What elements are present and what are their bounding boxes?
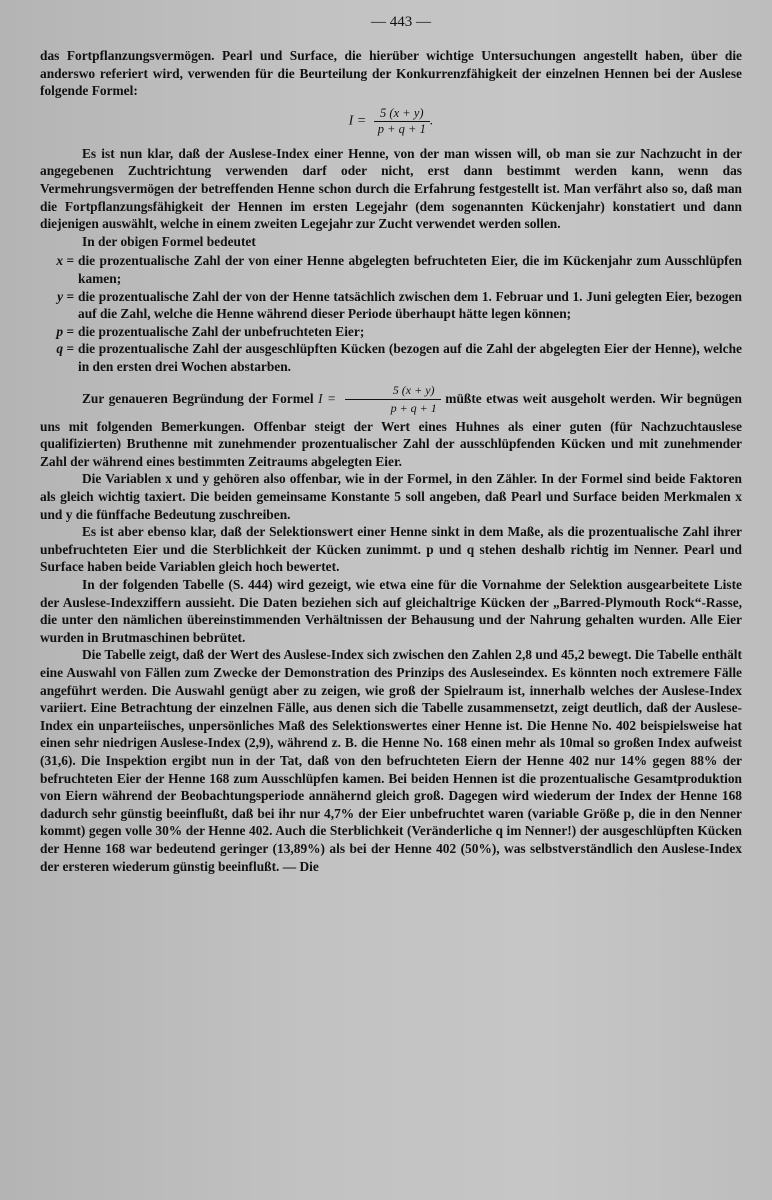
paragraph-2: Es ist nun klar, daß der Auslese-Index einer Henne, von der man wissen will, ob man sie zur Nachzucht in der angegebenen Zuchtrichtung verwenden darf oder nicht, erst dann bestimmt werden kann, wenn das Vermehrungsvermögen der betreffenden Henne schon durch die Erfahrung festgestellt ist. Man verfährt also so, daß man die Fortpflanzungsfähigkeit der Hennen im ersten Legejahr (dem sogenannten Kückenjahr) konstatiert und dann diejenigen auswählt, welche in einem zweiten Legejahr zur Zucht verwendet werden sollen.: [40, 145, 742, 232]
formula-fraction: [374, 106, 430, 137]
inline-formula-denominator: p + q + 1: [390, 401, 437, 416]
paragraph-4: [40, 382, 742, 471]
definition-text: die prozentualische Zahl der von der Henne tatsächlich zwischen dem 1. Februar und 1. Juni gelegten Eier, bezogen auf die Zahl, welche die Henne während dieser Periode überhaupt hätte legen können;: [78, 288, 742, 322]
paragraph-6: Es ist aber ebenso klar, daß der Selektionswert einer Henne sinkt in dem Maße, als die prozentualische Zahl ihrer unbefruchteten Eier und die Sterblichkeit der Kücken zunimmt. p und q stehen deshalb richtig im Nenner. Pearl und Surface haben beide Variablen gleich hoch bewertet.: [40, 524, 742, 575]
inline-formula-fraction: [345, 382, 441, 418]
paragraph-1: das Fortpflanzungsvermögen. Pearl und Surface, die hierüber wichtige Untersuchungen angestellt haben, über die anderswo referiert wird, verwenden für die Beurteilung der Konkurrenzfähigkeit der einzelnen Hennen bei der Auslese folgende Formel:: [40, 48, 742, 99]
formula-trail: .: [429, 113, 434, 129]
definition-variable: p =: [56, 323, 74, 339]
definition-item: [52, 340, 742, 375]
definition-list: [52, 252, 742, 375]
paragraph-8: Die Tabelle zeigt, daß der Wert des Auslese-Index sich zwischen den Zahlen 2,8 und 45,2 bewegt. Die Tabelle enthält eine Auswahl von Fällen zum Zwecke der Demonstration des Prinzips des Ausleseindex. Es könnten noch extremere Fälle angeführt werden. Die Auswahl genügt aber zu zeigen, wie groß der Spielraum ist, innerhalb welches der Auslese-Index variiert. Eine Betrachtung der einzelnen Fälle, aus denen sich die Tabelle zusammensetzt, zeigt deutlich, daß der Auslese-Index ein unparteiisches, unpersönliches Maß des Selektionswertes einer Henne ist. Die Henne No. 402 beispielsweise hat einen sehr niedrigen Auslese-Index (2,9), während z. B. die Henne No. 168 einen mehr als 10mal so großen Index aufweist (31,6). Die Inspektion ergibt nun in der Tat, daß von den befruchteten Eiern der Henne 402 nur 14% gegen 88% der befruchteten Eier der Henne 168 zum Ausschlüpfen kamen. Bei beiden Hennen ist die prozentualische Gesamtproduktion von Eiern während der Beobachtungsperiode annähernd gleich groß. Dagegen wird wiederum der Index der Henne 168 dadurch sehr günstig beeinflußt, daß bei ihr nur 4,7% der Eier unbefruchtet waren (variable Größe p, die in den Nenner kommt) gegen volle 30% der Henne 402. Auch die Sterblichkeit (Veränderliche q im Nenner!) der ausgeschlüpften Kücken der Henne 168 war bedeutend geringer (13,89%) als bei der Henne 402 (50%), was selbstverständlich den Auslese-Index der ersteren wiederum günstig beeinflußt. — Die: [40, 647, 742, 874]
definition-text: die prozentualische Zahl der unbefruchteten Eier;: [78, 323, 365, 339]
definition-text: die prozentualische Zahl der von einer Henne abgelegten befruchteten Eier, die im Kückenjahr zum Ausschlüpfen kamen;: [78, 253, 742, 286]
definition-item: [52, 252, 742, 287]
definition-variable: x =: [56, 253, 74, 269]
definition-item: [52, 323, 742, 341]
definition-text: die prozentualische Zahl der ausgeschlüpften Kücken (bezogen auf die Zahl der abgelegten Eier der Henne), welche in den ersten drei Wochen abstarben.: [78, 341, 742, 374]
formula-denominator: p + q + 1: [377, 121, 426, 136]
paragraph-7: In der folgenden Tabelle (S. 444) wird gezeigt, wie etwa eine für die Vornahme der Selektion ausgearbeitete Liste der Auslese-Indexziffern aussieht. Die Daten beziehen sich auf gleichaltrige Kücken der „Barred-Plymouth Rock“-Rasse, die unter den nämlichen übereinstimmenden Verhältnissen der Behausung und der Nahrung gehalten wurden. Alle Eier wurden in Brutmaschinen bebrütet.: [40, 577, 742, 645]
definition-variable: q =: [56, 341, 74, 357]
formula-display: [40, 106, 742, 137]
definition-item: [52, 288, 742, 323]
inline-formula: [318, 382, 445, 416]
definition-variable: y =: [57, 288, 74, 304]
paragraph-5: Die Variablen x und y gehören also offenbar, wie in der Formel, in den Zähler. In der Formel sind beide Faktoren als gleich wichtig taxiert. Die beiden gemeinsame Konstante 5 soll angeben, daß Pearl und Surface beiden Merkmalen x und y die fünffache Bedeutung zuschreiben.: [40, 471, 742, 522]
paragraph-3: In der obigen Formel bedeutet: [82, 233, 256, 249]
page-number: — 443 —: [371, 14, 431, 30]
paragraph-4-start: Zur genaueren Begründung der Formel: [82, 390, 314, 406]
inline-formula-lhs: I =: [318, 390, 337, 406]
formula-lhs: I =: [348, 113, 367, 129]
inline-formula-numerator: 5 (x + y): [345, 382, 441, 401]
paragraph-4-end: müßte etwas weit ausgeholt werden. Wir begnügen uns mit folgenden Bemerkungen. Offenbar steigt der Wert eines Huhnes als einer guten (für Nachzuchtauslese qualifizierten) Bruthenne mit zunehmender prozentualischer Zahl der ausschlüpfenden Kücken und mit zunehmender Zahl der während eines bestimmten Zeitraums abgelegten Eier.: [40, 390, 742, 469]
formula-numerator: 5 (x + y): [374, 106, 430, 122]
